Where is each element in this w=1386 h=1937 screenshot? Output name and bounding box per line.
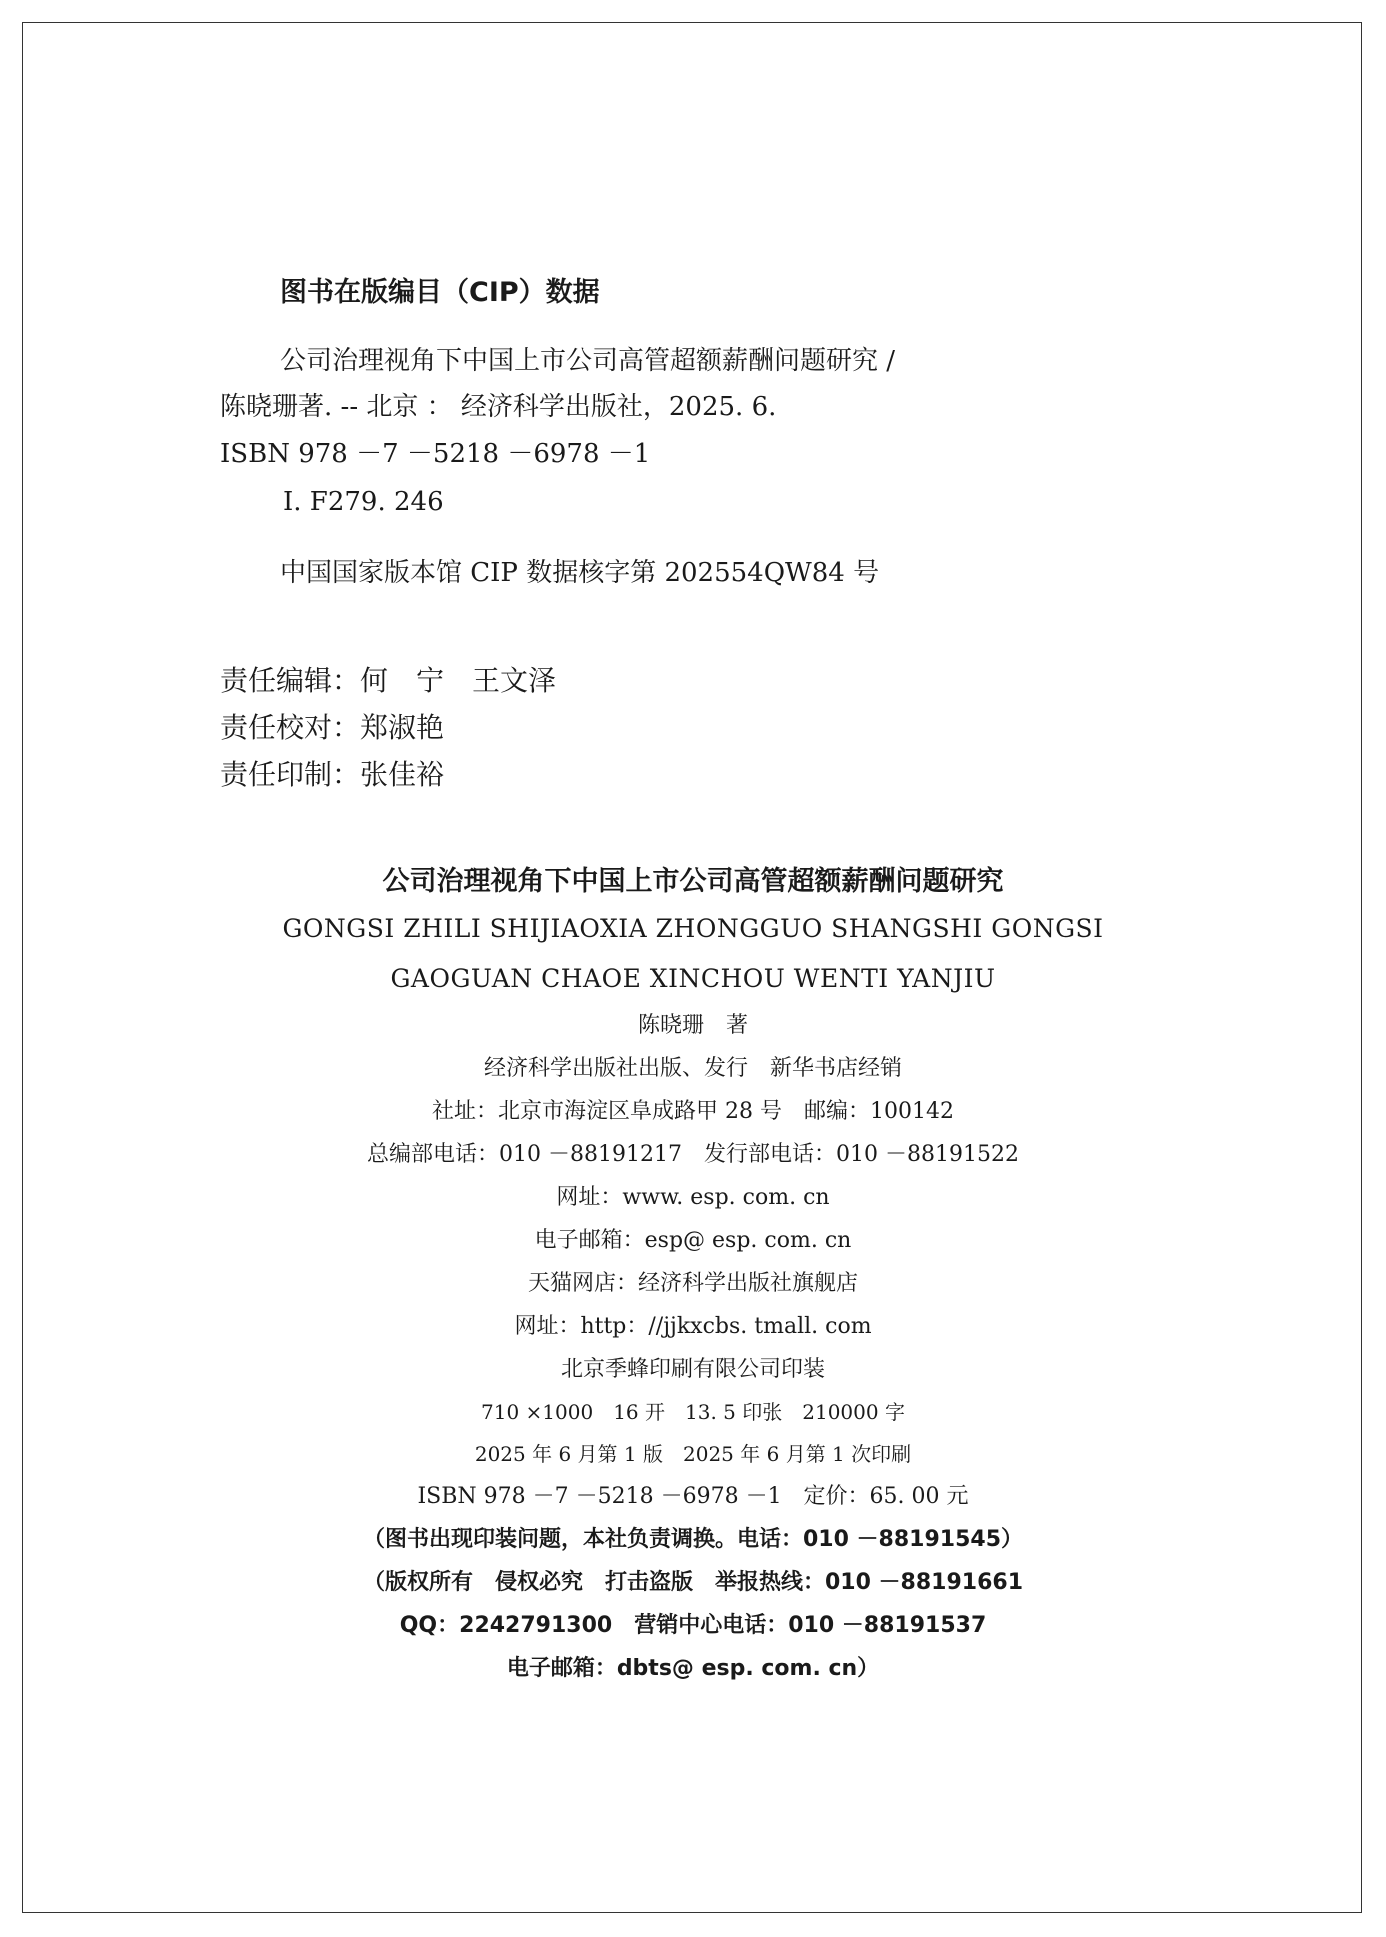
address-line: 社址：北京市海淀区阜成路甲 28 号 邮编：100142 — [432, 1099, 954, 1124]
staff-row-printing — [220, 757, 444, 793]
staff-name: 何 宁 王文泽 — [360, 664, 557, 697]
book-title-cn: 公司治理视角下中国上市公司高管超额薪酬问题研究 — [382, 866, 1004, 897]
notice-qq-marketing: QQ：2242791300 营销中心电话：010 －88191537 — [399, 1613, 987, 1638]
notice-email: 电子邮箱：dbts@ esp. com. cn） — [506, 1656, 880, 1681]
cip-heading: 图书在版编目（CIP）数据 — [280, 277, 600, 308]
tmall-url-line: 网址：http：//jjkxcbs. tmall. com — [514, 1314, 872, 1339]
staff-name: 张佳裕 — [360, 758, 445, 791]
cip-title-line: 公司治理视角下中国上市公司高管超额薪酬问题研究 / — [280, 346, 896, 376]
website-line: 网址：www. esp. com. cn — [556, 1185, 830, 1210]
phones-line: 总编部电话：010 －88191217 发行部电话：010 －88191522 — [367, 1142, 1019, 1167]
edition-line: 2025 年 6 月第 1 版 2025 年 6 月第 1 次印刷 — [474, 1442, 912, 1466]
staff-name: 郑淑艳 — [360, 711, 445, 744]
staff-row-editor — [220, 663, 556, 699]
staff-role: 责任印制： — [220, 758, 361, 791]
isbn-price-line: ISBN 978 －7 －5218 －6978 －1 定价：65. 00 元 — [417, 1484, 969, 1509]
publisher-line: 经济科学出版社出版、发行 新华书店经销 — [483, 1056, 902, 1081]
cip-record-number: 中国国家版本馆 CIP 数据核字第 202554QW84 号 — [280, 558, 880, 588]
book-title-en-1: GONGSI ZHILI SHIJIAOXIA ZHONGGUO SHANGSHI GONGSI — [282, 914, 1104, 943]
tmall-store-line: 天猫网店：经济科学出版社旗舰店 — [527, 1271, 858, 1296]
cip-author-publisher-line: 陈晓珊著. -- 北京 ： 经济科学出版社，2025. 6. — [220, 392, 777, 422]
colophon — [0, 860, 1386, 1690]
staff-row-proofreader — [220, 710, 444, 746]
printer-line: 北京季蜂印刷有限公司印装 — [560, 1357, 825, 1382]
notice-replacement: （图书出现印装问题，本社负责调换。电话：010 －88191545） — [362, 1527, 1024, 1552]
staff-role: 责任校对： — [220, 711, 361, 744]
staff-role: 责任编辑： — [220, 664, 361, 697]
cip-isbn-line: ISBN 978 －7 －5218 －6978 －1 — [220, 439, 651, 469]
book-title-en-2: GAOGUAN CHAOE XINCHOU WENTI YANJIU — [390, 964, 996, 993]
email-line: 电子邮箱：esp@ esp. com. cn — [534, 1228, 852, 1253]
author-line: 陈晓珊 著 — [637, 1013, 748, 1038]
cip-classification-line: Ⅰ. F279. 246 — [283, 487, 444, 517]
notice-copyright: （版权所有 侵权必究 打击盗版 举报热线：010 －88191661 — [362, 1570, 1024, 1595]
specs-line: 710 ×1000 16 开 13. 5 印张 210000 字 — [481, 1400, 905, 1424]
